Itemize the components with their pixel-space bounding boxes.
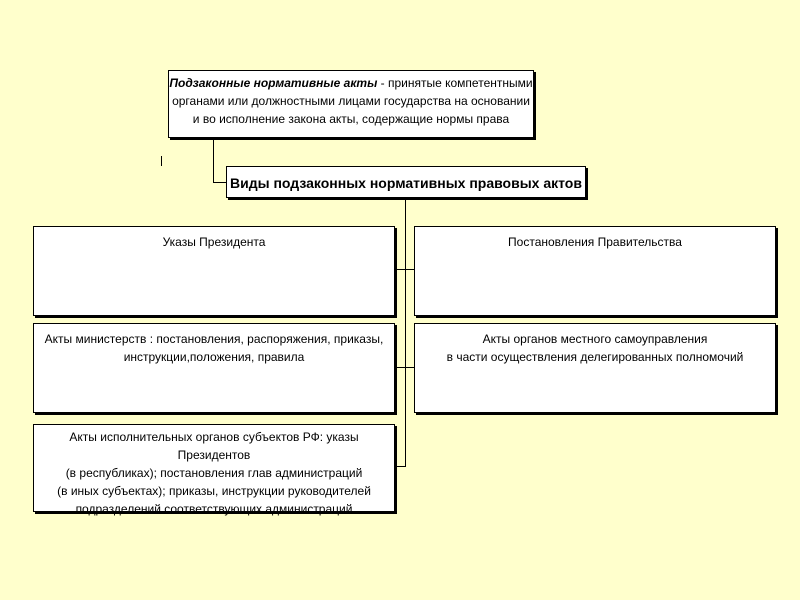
definition-box [168,70,534,138]
president-decrees-label: Указы Президента [162,235,266,249]
government-resolutions-box [414,226,776,316]
federal-subjects-acts-line-3: (в иных субъектах); приказы, инструкции руководителей [57,484,371,498]
ministries-acts-box [33,323,395,413]
ministries-acts-line-2: инструкции,положения, правила [123,350,305,364]
president-decrees-box [33,226,395,316]
government-resolutions-label: Постановления Правительства [508,235,682,249]
local-government-acts-box [414,323,776,413]
local-government-acts-line-2: в части осуществления делегированных полномочий [446,350,744,364]
types-title-box: Виды подзаконных нормативных правовых актов [226,166,586,198]
definition-term: Подзаконные нормативные акты [169,76,378,90]
definition-line-3: и во исполнение закона акты, содержащие нормы права [192,112,510,126]
ministries-acts-line-1: Акты министерств : постановления, распоряжения, приказы, [44,332,384,346]
local-government-acts-line-1: Акты органов местного самоуправления [482,332,708,346]
definition-line-1 [169,74,533,92]
federal-subjects-acts-box [33,424,395,516]
connector-row2 [395,367,414,368]
connector-row3 [395,466,406,467]
federal-subjects-acts-line-1: Акты исполнительных органов субъектов РФ: указы Президентов [69,430,359,462]
connector-row1 [395,269,414,270]
federal-subjects-acts-line-2: (в республиках); постановления глав администраций [65,466,363,480]
definition-line-1-rest: - принятые компетентными [377,76,533,90]
federal-subjects-acts-line-4: подразделений соответствующих администраций [75,502,353,516]
connector-trunk [405,198,406,466]
stray-tick-mark [161,156,162,166]
definition-line-2: органами или должностными лицами государства на основании [172,94,530,108]
connector-def-right [213,182,226,183]
connector-def-down [213,138,214,182]
